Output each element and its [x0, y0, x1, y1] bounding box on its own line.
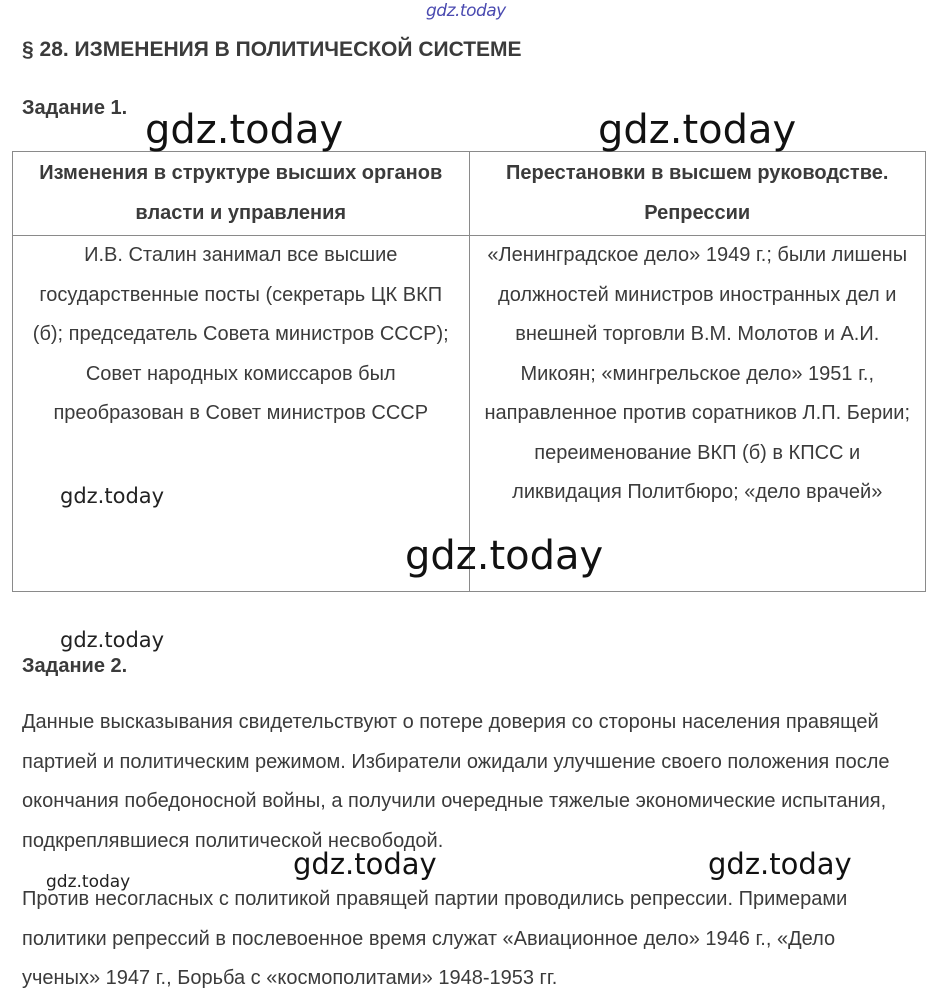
table-header-row — [13, 152, 926, 236]
table-header-structure: Изменения в структуре высших органов власти и управления — [13, 152, 470, 236]
watermark: gdz.today — [60, 484, 165, 508]
task2-paragraph-1: Данные высказывания свидетельствуют о потере доверия со стороны населения правящей партией и политическим режимом. Избиратели ожидали улучшение своего положения после окончания победоносной войны, а получили очередные тяжелые экономические испытания, подкреплявшиеся политической несвободой. — [22, 711, 890, 852]
watermark: gdz.today — [293, 847, 437, 881]
watermark: gdz.today — [426, 1, 506, 21]
watermark: gdz.today — [145, 107, 344, 153]
task1-heading: Задание 1. — [22, 97, 128, 119]
task1-table — [12, 151, 926, 592]
task2-heading: Задание 2. — [22, 655, 128, 677]
watermark: gdz.today — [405, 533, 604, 579]
watermark: gdz.today — [46, 872, 131, 892]
table-header-repressions: Перестановки в высшем руководстве. Репрессии — [469, 152, 926, 236]
table-cell-repressions: «Ленинградское дело» 1949 г.; были лишены должностей министров иностранных дел и внешней торговли В.М. Молотов и А.И. Микоян; «мингрельское дело» 1951 г., направленное против соратников Л.П. Берии; переименование ВКП (б) в КПСС и ликвидация Политбюро; «дело врачей» — [469, 236, 926, 592]
watermark: gdz.today — [60, 628, 165, 652]
table-cell-structure: И.В. Сталин занимал все высшие государственные посты (секретарь ЦК ВКП (б); председатель Совета министров СССР); Совет народных комиссаров был преобразован в Совет министров СССР — [13, 236, 470, 592]
page-title: § 28. ИЗМЕНЕНИЯ В ПОЛИТИЧЕСКОЙ СИСТЕМЕ — [22, 38, 522, 61]
task2-paragraph-2: Против несогласных с политикой правящей партии проводились репрессии. Примерами политики репрессий в послевоенное время служат «Авиационное дело» 1946 г., «Дело ученых» 1947 г., Борьба с «космополитами» 1948-1953 гг. — [22, 888, 848, 989]
watermark: gdz.today — [708, 847, 852, 881]
watermark: gdz.today — [598, 107, 797, 153]
